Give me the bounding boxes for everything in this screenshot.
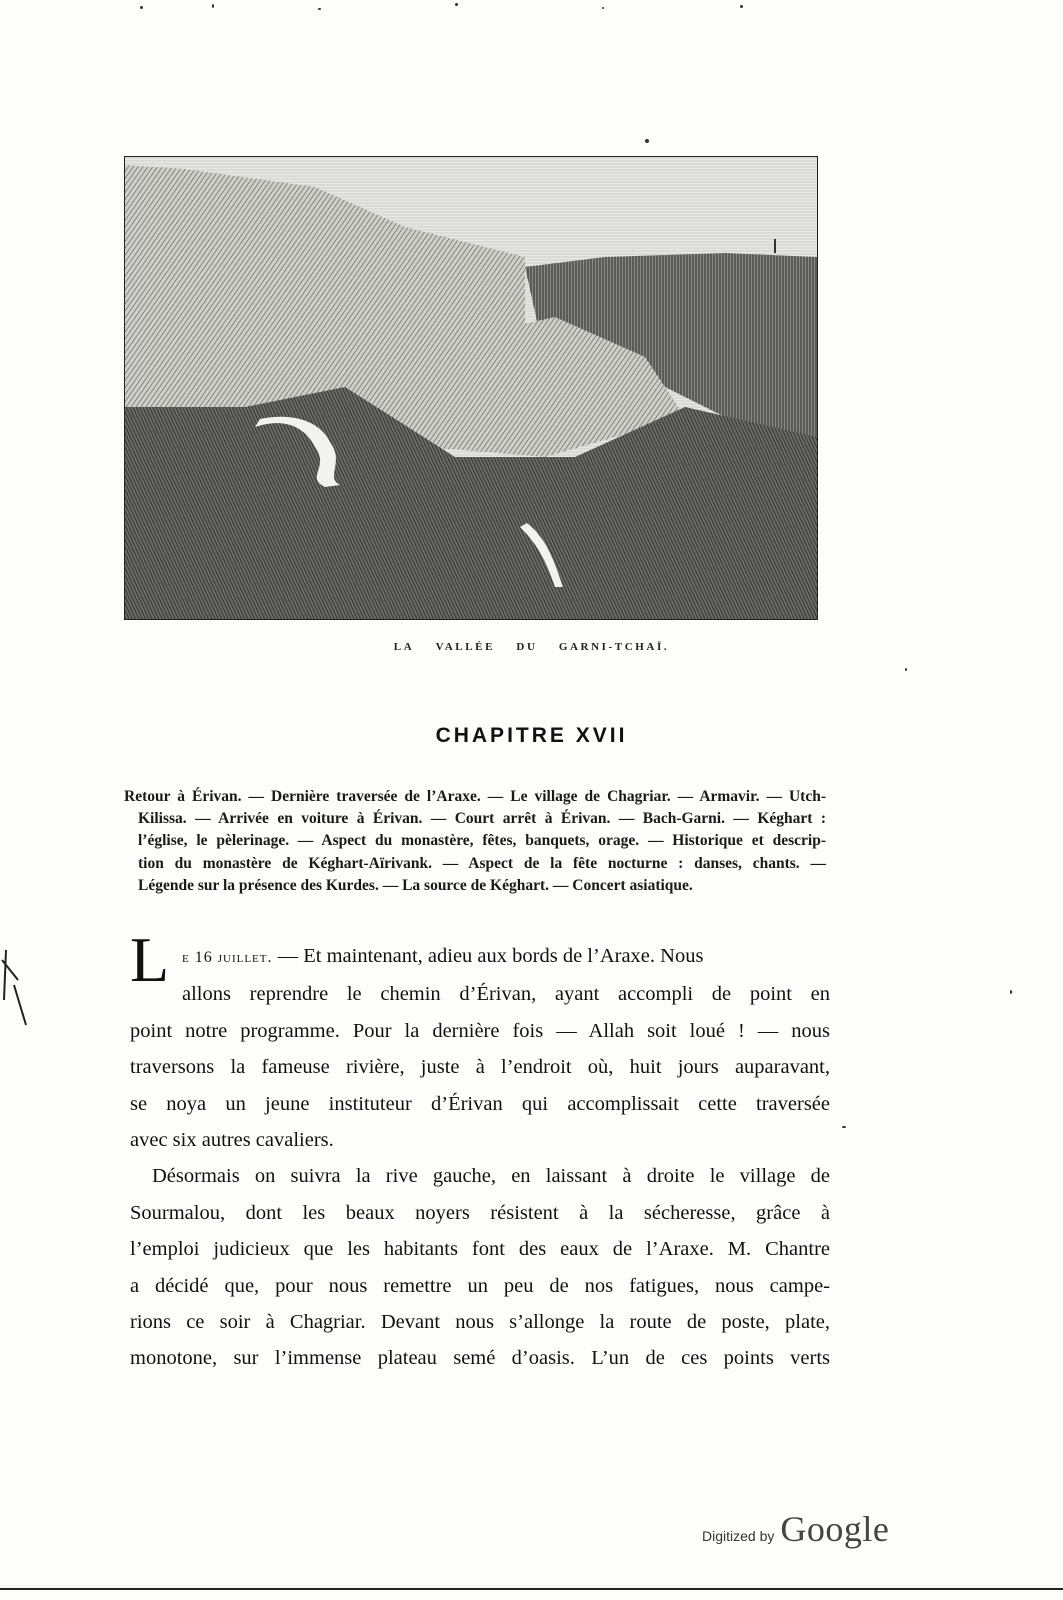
bottom-edge-rule <box>0 1588 1063 1590</box>
print-speck <box>1010 990 1012 994</box>
print-speck <box>645 139 649 143</box>
watermark-prefix: Digitized by <box>702 1528 775 1544</box>
body-line: Sourmalou, dont les beaux noyers résistent à la sécheresse, grâce à <box>130 1201 830 1224</box>
print-speck <box>318 8 321 10</box>
print-speck <box>212 4 214 8</box>
summary-line: Retour à Érivan. — Dernière traversée de l’Araxe. — Le village de Chagriar. — Armavir. — Utch- <box>124 788 826 805</box>
summary-line: Kilissa. — Arrivée en voiture à Érivan. — Court arrêt à Érivan. — Bach-Garni. — Kéghart : <box>138 810 826 828</box>
body-line: traversons la fameuse rivière, juste à l’endroit où, huit jours auparavant, <box>130 1056 830 1079</box>
drop-cap: L <box>130 924 170 995</box>
chapter-title: CHAPITRE XVII <box>435 724 628 747</box>
print-speck <box>140 6 143 9</box>
print-speck <box>740 5 743 8</box>
print-speck <box>842 1126 846 1128</box>
caption-word: GARNI-TCHAÏ. <box>558 641 670 653</box>
print-speck <box>602 7 604 9</box>
print-speck <box>905 668 907 671</box>
illustration-caption <box>0 641 1063 653</box>
body-line: Désormais on suivra la rive gauche, en laissant à droite le village de <box>152 1165 830 1188</box>
body-line: l’emploi judicieux que les habitants font des eaux de l’Araxe. M. Chantre <box>130 1238 830 1261</box>
margin-binding-mark <box>0 940 30 1030</box>
summary-line: Légende sur la présence des Kurdes. — La source de Kéghart. — Concert asiatique. <box>138 876 693 894</box>
first-line-rest: — Et maintenant, adieu aux bords de l’Araxe. Nous <box>272 945 704 967</box>
valley-engraving <box>124 156 818 620</box>
digitized-watermark <box>702 1508 889 1550</box>
body-line: avec six autres cavaliers. <box>130 1129 334 1152</box>
body-line: allons reprendre le chemin d’Érivan, ayant accompli de point en <box>182 983 830 1006</box>
summary-line: tion du monastère de Kéghart-Aïrivank. — Aspect de la fête nocturne : danses, chants. — <box>138 854 826 872</box>
summary-line: l’église, le pèlerinage. — Aspect du monastère, fêtes, banquets, orage. — Historique et descrip- <box>138 832 826 850</box>
body-line: point notre programme. Pour la dernière fois — Allah soit loué ! — nous <box>130 1019 830 1042</box>
caption-word: LA <box>393 641 415 653</box>
google-logo: Google <box>780 1509 890 1549</box>
body-text <box>130 938 830 1377</box>
body-line: a décidé que, pour nous remettre un peu de nos fatigues, nous campe- <box>130 1274 830 1297</box>
chapter-summary <box>124 786 826 897</box>
body-line: se noya un jeune instituteur d’Érivan qui accomplissait cette traversée <box>130 1092 830 1115</box>
print-speck <box>455 3 458 6</box>
canyon-engraving-image <box>125 157 817 619</box>
date-smallcaps: e 16 juillet. <box>182 949 273 966</box>
caption-word: VALLÉE <box>435 641 496 653</box>
first-line <box>130 938 830 976</box>
caption-word: DU <box>516 641 538 653</box>
body-line: monotone, sur l’immense plateau semé d’oasis. L’un de ces points verts <box>130 1347 830 1370</box>
body-line: rions ce soir à Chagriar. Devant nous s’allonge la route de poste, plate, <box>130 1311 830 1334</box>
